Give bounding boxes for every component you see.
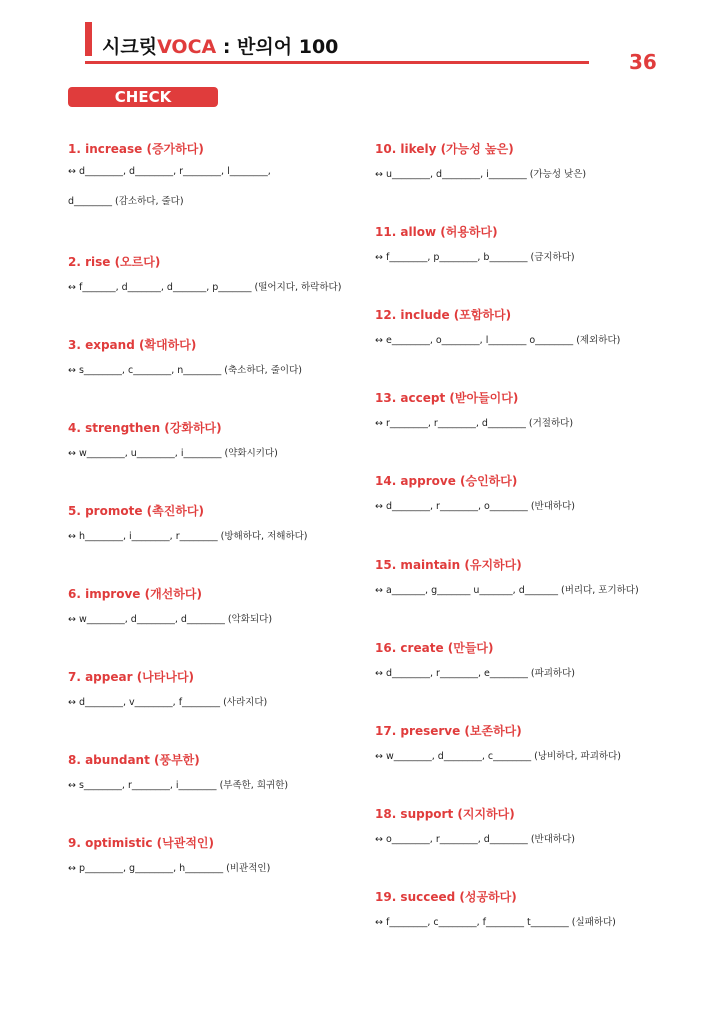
entry-antonyms: ↔ s________, c________, n________ (축소하다, 줄이다): [68, 365, 302, 376]
entry-9: [68, 834, 270, 874]
entry-word: 14. approve (승인하다): [375, 474, 518, 488]
entry-word: 10. likely (가능성 높은): [375, 142, 514, 156]
entry-14: [375, 472, 575, 512]
entry-word: 7. appear (나타나다): [68, 670, 195, 684]
entry-word: 12. include (포함하다): [375, 308, 512, 322]
entry-8: [68, 751, 288, 791]
entry-antonyms: ↔ e________, o________, l________ o________ (제외하다): [375, 335, 621, 346]
entry-antonyms: ↔ d________, r________, o________ (반대하다): [375, 501, 575, 512]
entry-word: 19. succeed (성공하다): [375, 890, 517, 904]
entry-12: [375, 306, 620, 346]
entry-antonyms: ↔ w________, u________, i________ (약화시키다): [68, 448, 278, 459]
entry-antonyms: ↔ p________, g________, h________ (비관적인): [68, 863, 271, 874]
entry-antonyms: ↔ d________, v________, f________ (사라지다): [68, 697, 268, 708]
entry-15: [375, 556, 639, 596]
entry-word: 13. accept (받아들이다): [375, 391, 519, 405]
entry-11: [375, 223, 575, 263]
entry-18: [375, 805, 575, 845]
entry-antonyms: ↔ h________, i________, r________ (방해하다, 저해하다): [68, 531, 308, 542]
entry-antonyms: ↔ f_______, d_______, d_______, p_______ (떨어지다, 하락하다): [68, 282, 342, 293]
entry-10: [375, 140, 586, 180]
entry-antonyms: ↔ d________, r________, e________ (파괴하다): [375, 668, 575, 679]
entry-antonyms: ↔ u________, d________, i________ (가능성 낮은): [375, 169, 587, 180]
title-underline: [85, 61, 589, 64]
entry-antonyms: ↔ s________, r________, i________ (부족한, 희귀한): [68, 780, 289, 791]
entry-word: 18. support (지지하다): [375, 807, 515, 821]
entry-2: [68, 253, 341, 293]
entry-13: [375, 389, 573, 429]
entry-antonyms: ↔ w________, d________, d________ (악화되다): [68, 614, 273, 625]
entry-word: 8. abundant (풍부한): [68, 753, 200, 767]
entry-word: 9. optimistic (낙관적인): [68, 836, 215, 850]
entry-19: [375, 888, 616, 928]
entry-16: [375, 639, 575, 679]
entry-7: [68, 668, 267, 708]
entry-4: [68, 419, 278, 459]
entry-1: [68, 140, 271, 207]
entry-6: [68, 585, 272, 625]
title-accent-bar: [85, 22, 92, 56]
page-title: 시크릿VOCA : 반의어 100: [102, 36, 339, 58]
entry-word: 4. strengthen (강화하다): [68, 421, 222, 435]
entry-antonyms-continued: d________ (감소하다, 줄다): [68, 196, 184, 207]
entry-word: 17. preserve (보존하다): [375, 724, 522, 738]
entry-word: 1. increase (증가하다): [68, 142, 204, 156]
entry-antonyms: ↔ o________, r________, d________ (반대하다): [375, 834, 575, 845]
entry-antonyms: ↔ f________, p________, b________ (금지하다): [375, 252, 575, 263]
entry-word: 3. expand (확대하다): [68, 338, 197, 352]
entry-word: 5. promote (촉진하다): [68, 504, 204, 518]
entry-antonyms: ↔ f________, c________, f________ t________ (실패하다): [375, 917, 616, 928]
entry-word: 6. improve (개선하다): [68, 587, 202, 601]
page-number: 36: [629, 50, 657, 74]
entry-antonyms: ↔ a_______, g_______ u_______, d_______ (버리다, 포기하다): [375, 585, 639, 596]
check-label: CHECK: [68, 87, 218, 107]
entry-3: [68, 336, 302, 376]
entry-5: [68, 502, 308, 542]
entry-antonyms: ↔ d________, d________, r________, l________,: [68, 166, 271, 177]
entry-word: 11. allow (허용하다): [375, 225, 498, 239]
entry-antonyms: ↔ r________, r________, d________ (거절하다): [375, 418, 574, 429]
entry-word: 16. create (만들다): [375, 641, 494, 655]
entry-17: [375, 722, 621, 762]
entry-word: 2. rise (오르다): [68, 255, 161, 269]
entry-word: 15. maintain (유지하다): [375, 558, 522, 572]
entry-antonyms: ↔ w________, d________, c________ (낭비하다, 파괴하다): [375, 751, 621, 762]
